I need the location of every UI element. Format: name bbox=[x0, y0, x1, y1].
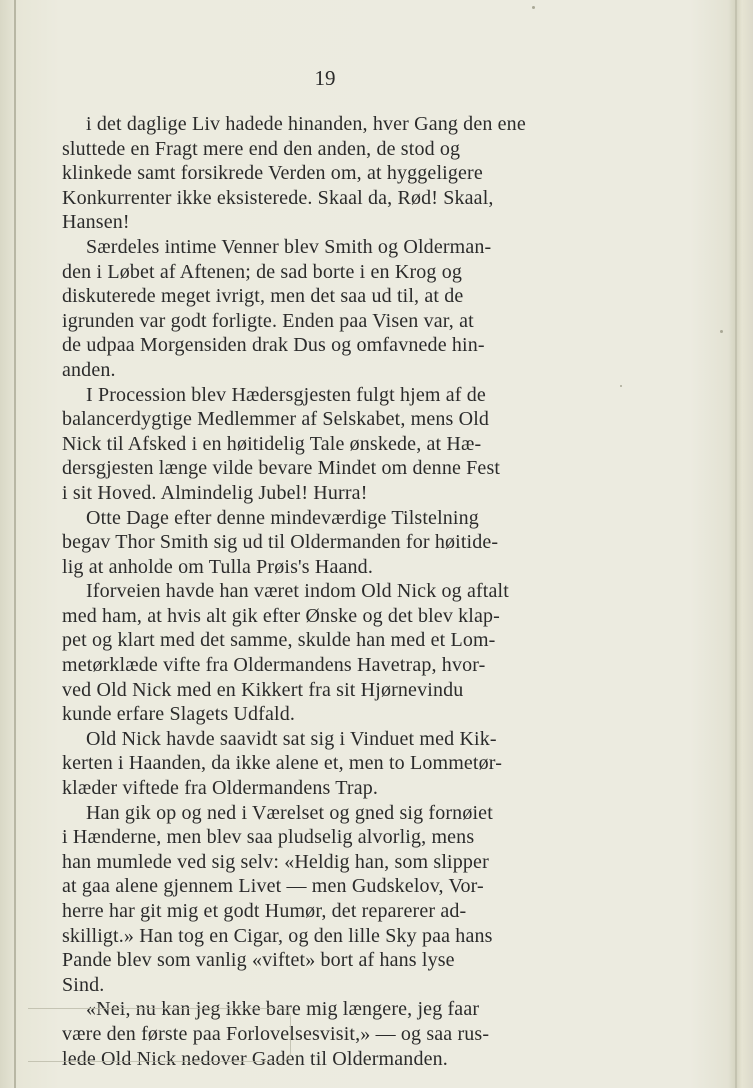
text-line: Sind. bbox=[62, 973, 105, 996]
text-line: herre har git mig et godt Humør, det reparerer ad- bbox=[62, 900, 467, 922]
text-line: klæder viftede fra Oldermandens Trap. bbox=[62, 777, 379, 800]
paragraph bbox=[62, 235, 586, 383]
text-line: «Nei, nu kan jeg ikke bare mig længere, jeg faar bbox=[86, 998, 480, 1021]
body-text bbox=[62, 112, 586, 1071]
text-line: ved Old Nick med en Kikkert fra sit Hjørnevindu bbox=[62, 678, 464, 701]
paragraph bbox=[62, 727, 586, 801]
text-line: den i Løbet af Aftenen; de sad borte i en Krog og bbox=[62, 260, 463, 283]
text-line: Pande blev som vanlig «viftet» bort af hans lyse bbox=[62, 949, 455, 972]
text-line: med ham, at hvis alt gik efter Ønske og det blev klap- bbox=[62, 604, 500, 627]
text-line: i Hænderne, men blev saa pludselig alvorlig, mens bbox=[62, 826, 475, 849]
text-line: Hansen! bbox=[62, 211, 130, 234]
text-line: balancerdygtige Medlemmer af Selskabet, mens Old bbox=[62, 408, 490, 431]
paper-speck bbox=[720, 330, 723, 333]
text-line: Konkurrenter ikke eksisterede. Skaal da, Rød! Skaal, bbox=[62, 186, 494, 209]
paragraph bbox=[62, 579, 586, 727]
text-line: Iforveien havde han været indom Old Nick og aftalt bbox=[86, 580, 509, 603]
text-line: Old Nick havde saavidt sat sig i Vinduet med Kik- bbox=[86, 727, 497, 750]
text-line: sluttede en Fragt mere end den anden, de stod og bbox=[62, 137, 461, 160]
text-line: igrunden var godt forligte. Enden paa Visen var, at bbox=[62, 309, 474, 332]
paragraph bbox=[62, 383, 586, 506]
text-line: kerten i Haanden, da ikke alene et, men to Lommetør- bbox=[62, 752, 503, 775]
text-line: han mumlede ved sig selv: «Heldig han, som slipper bbox=[62, 850, 489, 873]
paragraph bbox=[62, 801, 586, 998]
text-line: i det daglige Liv hadede hinanden, hver Gang den ene bbox=[86, 113, 526, 135]
paragraph bbox=[62, 506, 586, 580]
text-line: diskuterede meget ivrigt, men det saa ud til, at de bbox=[62, 285, 464, 308]
text-line: de udpaa Morgensiden drak Dus og omfavnede hin- bbox=[62, 334, 485, 357]
text-line: i sit Hoved. Almindelig Jubel! Hurra! bbox=[62, 481, 368, 504]
text-line: Otte Dage efter denne mindeværdige Tilstelning bbox=[86, 506, 479, 529]
text-line: dersgjesten længe vilde bevare Mindet om denne Fest bbox=[62, 457, 501, 480]
binding-gutter-line bbox=[14, 0, 16, 1088]
text-line: kunde erfare Slagets Udfald. bbox=[62, 703, 295, 726]
text-line: I Procession blev Hædersgjesten fulgt hjem af de bbox=[86, 383, 486, 406]
text-line: lede Old Nick nedover Gaden til Oldermanden. bbox=[62, 1047, 448, 1070]
text-line: anden. bbox=[62, 358, 116, 381]
page-number: 19 bbox=[314, 66, 336, 90]
text-line: være den første paa Forlovelsesvisit,» — og saa rus- bbox=[62, 1022, 490, 1045]
page-edge-line bbox=[735, 0, 737, 1088]
text-line: pet og klart med det samme, skulde han med et Lom- bbox=[62, 629, 496, 652]
text-line: klinkede samt forsikrede Verden om, at hyggeligere bbox=[62, 162, 483, 185]
text-line: skilligt.» Han tog en Cigar, og den lille Sky paa hans bbox=[62, 924, 493, 947]
text-line: at gaa alene gjennem Livet — men Gudskelov, Vor- bbox=[62, 875, 484, 898]
text-line: lig at anholde om Tulla Prøis's Haand. bbox=[62, 555, 373, 578]
text-line: Nick til Afsked i en høitidelig Tale ønskede, at Hæ- bbox=[62, 432, 482, 455]
text-line: Han gik op og ned i Værelset og gned sig fornøiet bbox=[86, 801, 493, 824]
paper-speck bbox=[532, 6, 535, 9]
text-line: metørklæde vifte fra Oldermandens Havetrap, hvor- bbox=[62, 654, 486, 677]
paper-speck bbox=[620, 385, 622, 387]
library-stamp-outline bbox=[28, 1008, 291, 1062]
text-line: begav Thor Smith sig ud til Oldermanden for høitide- bbox=[62, 531, 499, 554]
paragraph bbox=[62, 112, 586, 235]
text-line: Særdeles intime Venner blev Smith og Olderman- bbox=[86, 235, 492, 258]
